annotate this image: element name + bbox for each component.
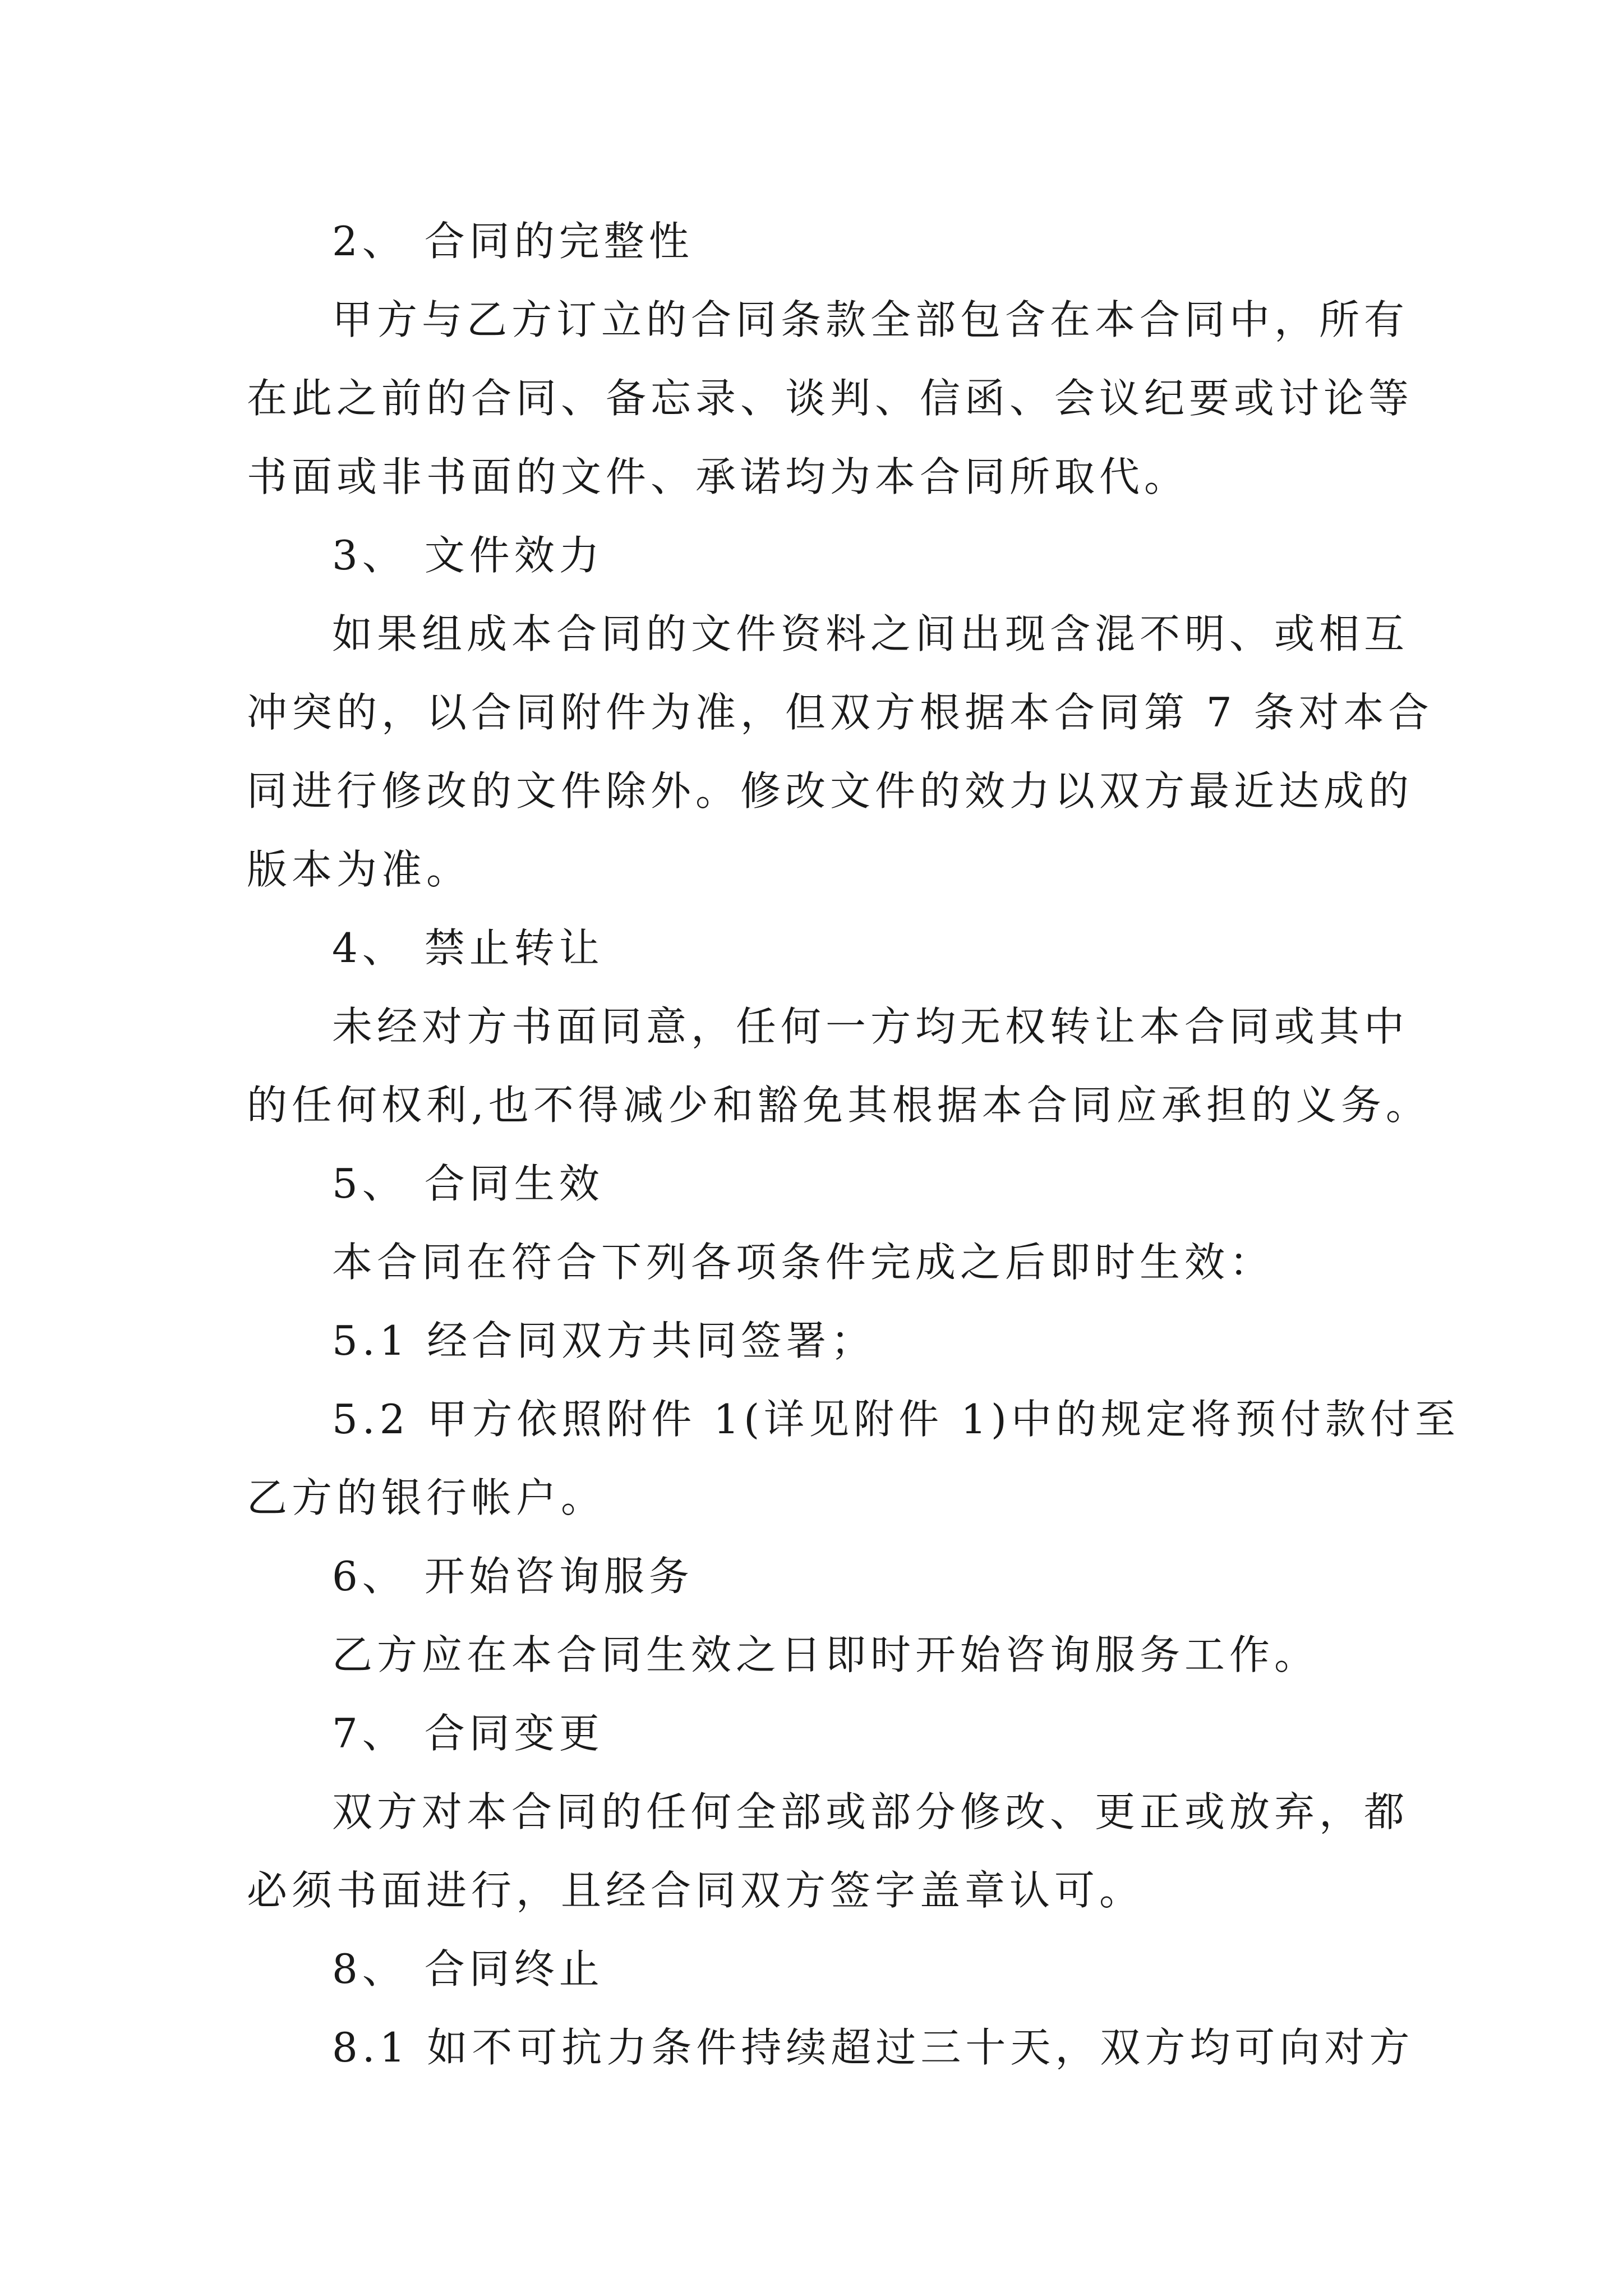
paragraph-line: 乙方应在本合同生效之日即时开始咨询服务工作。 <box>332 1631 1320 1678</box>
section-heading-3: 3、 文件效力 <box>332 532 604 579</box>
paragraph-line: 双方对本合同的任何全部或部分修改、更正或放弃，都 <box>332 1788 1409 1835</box>
paragraph-line: 的任何权利,也不得减少和豁免其根据本合同应承担的义务。 <box>247 1082 1431 1129</box>
paragraph-line: 本合同在符合下列各项条件完成之后即时生效： <box>332 1239 1275 1286</box>
paragraph-line: 书面或非书面的文件、承诺均为本合同所取代。 <box>247 453 1189 500</box>
section-heading-5: 5、 合同生效 <box>332 1160 604 1207</box>
paragraph-line: 必须书面进行，且经合同双方签字盖章认可。 <box>247 1867 1145 1914</box>
clause-8-1: 8.1 如不可抗力条件持续超过三十天，双方均可向对方 <box>332 2024 1414 2071</box>
clause-5-1: 5.1 经合同双方共同签署； <box>332 1317 876 1364</box>
paragraph-line: 如果组成本合同的文件资料之间出现含混不明、或相互 <box>332 610 1409 657</box>
paragraph-line: 甲方与乙方订立的合同条款全部包含在本合同中，所有 <box>332 296 1409 343</box>
section-heading-4: 4、 禁止转让 <box>332 924 604 972</box>
paragraph-line: 同进行修改的文件除外。修改文件的效力以双方最近达成的 <box>247 767 1414 815</box>
paragraph-line: 乙方的银行帐户。 <box>247 1474 606 1521</box>
section-heading-8: 8、 合同终止 <box>332 1945 604 1993</box>
section-heading-6: 6、 开始咨询服务 <box>332 1553 694 1600</box>
section-heading-7: 7、 合同变更 <box>332 1710 604 1757</box>
paragraph-line: 冲突的，以合同附件为准，但双方根据本合同第 7 条对本合 <box>247 689 1433 736</box>
document-body <box>247 202 1460 2087</box>
clause-5-2: 5.2 甲方依照附件 1(详见附件 1)中的规定将预付款付至 <box>332 1396 1460 1443</box>
paragraph-line: 在此之前的合同、备忘录、谈判、信函、会议纪要或讨论等 <box>247 375 1414 422</box>
paragraph-line: 版本为准。 <box>247 846 472 893</box>
section-heading-2: 2、 合同的完整性 <box>332 218 694 265</box>
paragraph-line: 未经对方书面同意，任何一方均无权转让本合同或其中 <box>332 1003 1409 1050</box>
